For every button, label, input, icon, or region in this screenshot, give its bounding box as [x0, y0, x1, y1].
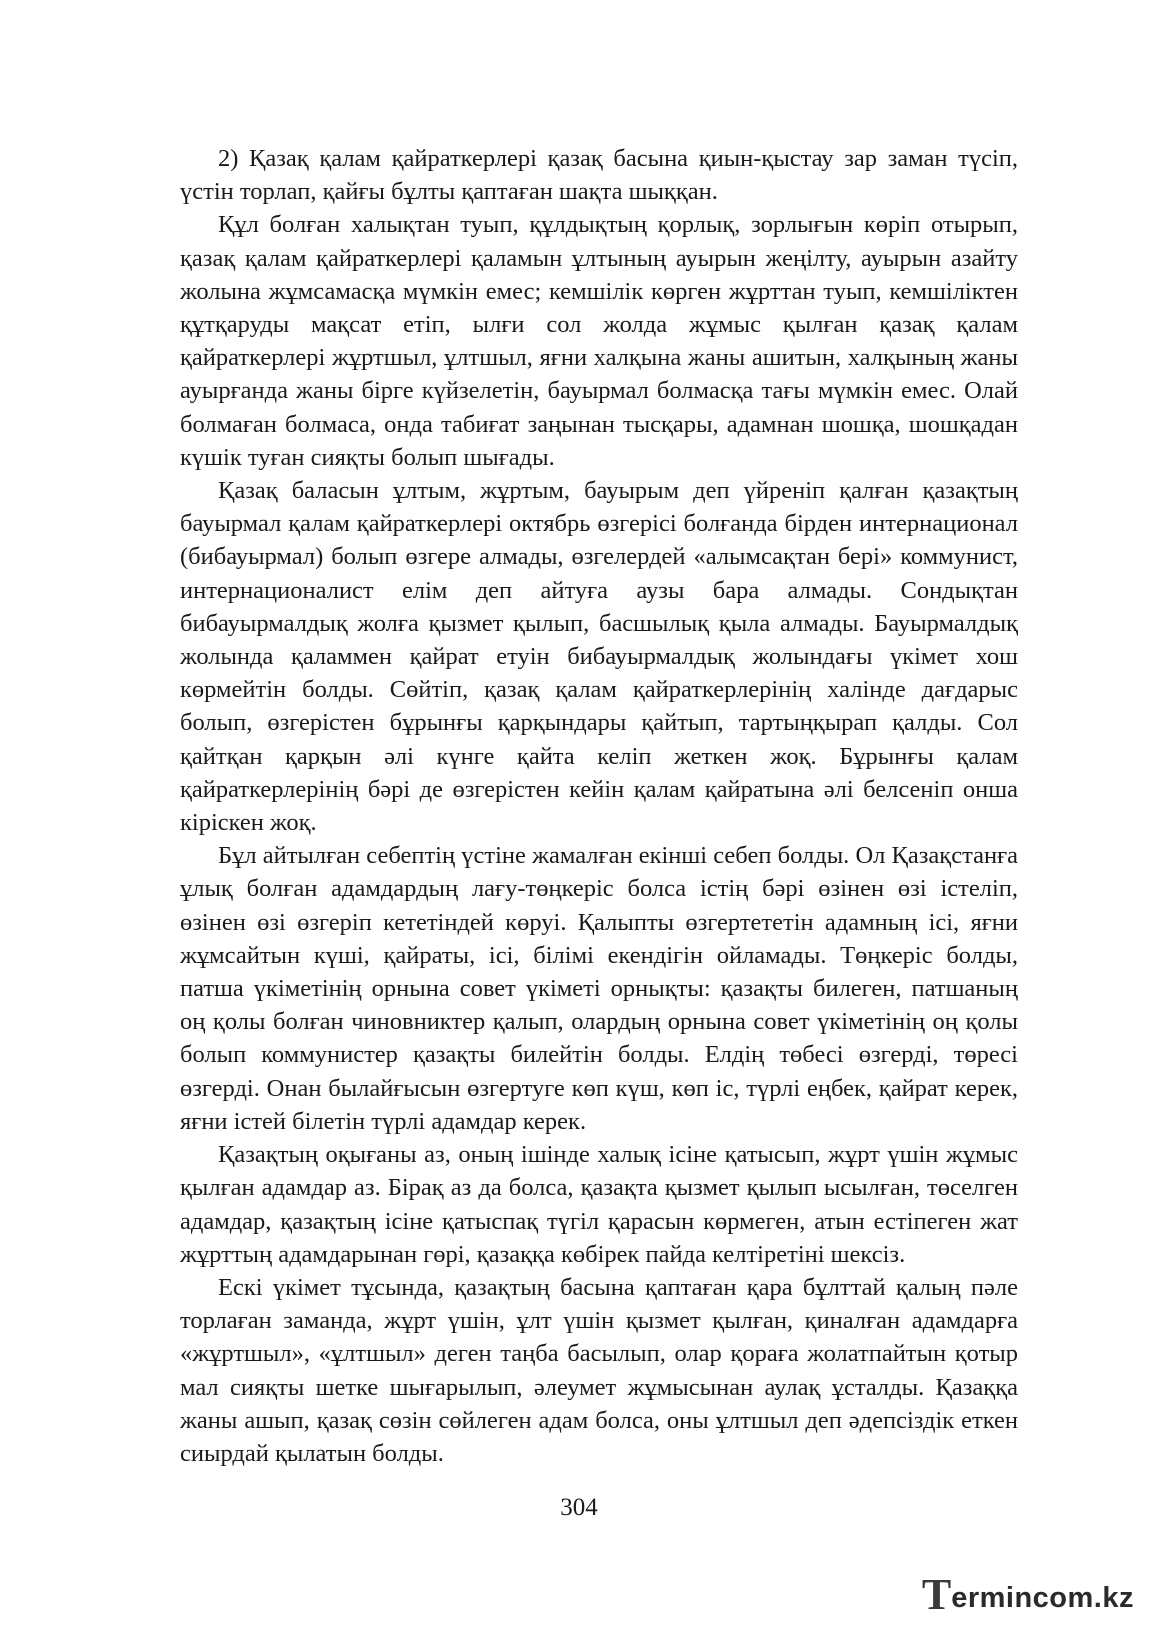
paragraph-1: 2) Қазақ қалам қайраткерлері қазақ басына қиын-қыстау зар заман түсіп, үстін торлап, қайғы бұлты қаптаған шақта шыққан. [180, 145, 1018, 206]
page-body [180, 142, 1018, 1470]
paragraph-2: Құл болған халықтан туып, құлдықтың қорлық, зорлығын көріп отырып, қазақ қалам қайраткерлері қаламын ұлтының ауырын жеңілту, ауырын азайту жолына жұмсамасқа мүмкін емес; кемшілік көрген жұрттан туып, кемшіліктен құтқаруды мақсат етіп, ылғи сол жолда жұмыс қылған қазақ қалам қайраткерлері жұртшыл, ұлтшыл, яғни халқына жаны ашитын, халқының жаны ауырғанда жаны бірге күйзелетін, бауырмал болмасқа тағы мүмкін емес. Олай болмаған болмаса, онда табиғат заңынан тысқары, адамнан шошқа, шошқадан күшік туған сияқты болып шығады. [180, 211, 1018, 471]
termincom-watermark-logo [921, 1570, 1134, 1619]
watermark-text: ermincom.kz [951, 1582, 1134, 1614]
page-number: 304 [560, 1494, 598, 1521]
watermark-first-letter: T [921, 1570, 952, 1619]
paragraph-5: Қазақтың оқығаны аз, оның ішінде халық ісіне қатысып, жұрт үшін жұмыс қылған адамдар аз. Бірақ аз да болса, қазақта қызмет қылып ысылған, төселген адамдар, қазақтың ісіне қатыспақ түгіл қарасын көрмеген, атын естіпеген жат жұрттың адамдарынан гөрі, қазаққа көбірек пайда келтіретіні шексіз. [180, 1141, 1018, 1268]
paragraph-6: Ескі үкімет тұсында, қазақтың басына қаптаған қара бұлттай қалың пәле торлаған заманда, жұрт үшін, ұлт үшін қызмет қылған, қиналған адамдарға «жұртшыл», «ұлтшыл» деген таңба басылып, олар қораға жолатпайтын қотыр мал сияқты шетке шығарылып, әлеумет жұмысынан аулақ ұсталды. Қазаққа жаны ашып, қазақ сөзін сөйлеген адам болса, оны ұлтшыл деп әдепсіздік еткен сиырдай қылатын болды. [180, 1273, 1018, 1467]
paragraph-3: Қазақ баласын ұлтым, жұртым, бауырым деп үйреніп қалған қазақтың бауырмал қалам қайраткерлері октябрь өзгерісі болғанда бірден интернационал (бибауырмал) болып өзгере алмады, өзгелердей «алымсақтан бері» коммунист, интернационалист елім деп айтуға аузы бара алмады. Сондықтан бибауырмалдық жолға қызмет қылып, басшылық қыла алмады. Бауырмалдық жолында қаламмен қайрат етуін бибауырмалдық жолындағы үкімет хош көрмейтін болды. Сөйтіп, қазақ қалам қайраткерлерінің халінде дағдарыс болып, өзгерістен бұрынғы қарқындары қайтып, тартыңқырап қалды. Сол қайтқан қарқын әлі күнге қайта келіп жеткен жоқ. Бұрынғы қалам қайраткерлерінің бәрі де өзгерістен кейін қалам қайратына әлі белсеніп онша кіріскен жоқ. [180, 477, 1018, 837]
paragraph-4: Бұл айтылған себептің үстіне жамалған екінші себеп болды. Ол Қазақстанға ұлық болған адамдардың лағу-төңкеріс болса істің бәрі өзінен өзі істеліп, өзінен өзі өзгеріп кететіндей көруі. Қалыпты өзгертететін адамның ісі, яғни жұмсайтын күші, қайраты, ісі, білімі екендігін ойламады. Төңкеріс болды, патша үкіметінің орнына совет үкіметі орнықты: қазақты билеген, патшаның оң қолы болған чиновниктер қалып, олардың орнына совет үкіметінің оң қолы болып коммунистер қазақты билейтін болды. Елдің төбесі өзгерді, төресі өзгерді. Онан былайғысын өзгертуге көп күш, көп іс, түрлі еңбек, қайрат керек, яғни істей білетін түрлі адамдар керек. [180, 842, 1018, 1135]
